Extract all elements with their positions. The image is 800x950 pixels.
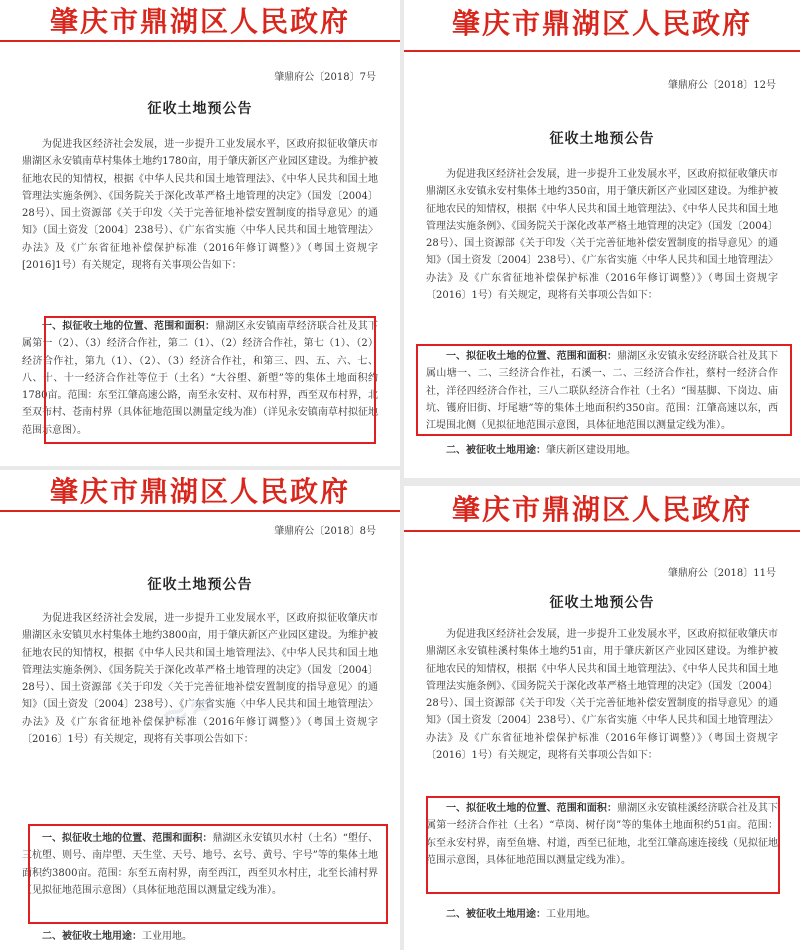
doc-number: 肇鼎府公〔2018〕11号 bbox=[667, 568, 776, 579]
red-rule bbox=[0, 40, 400, 42]
watermark: ≈≈ bbox=[154, 681, 223, 739]
item-1-text: 鼎湖区永安镇贝水村（土名）“塱仔、三杭塱、则号、南岸塱、天生堂、天号、地号、玄号、黄号、宇号”等的集体土地面积约3800亩。范围：东至五南村界，南至西江，西至贝水村庄，北至长浦村界（见拟征地范围示意图）（具体征地范围以测量定线为准）。 bbox=[22, 833, 378, 896]
doc-number: 肇鼎府公〔2018〕8号 bbox=[274, 526, 376, 537]
red-rule bbox=[0, 510, 400, 512]
item-1-text: 鼎湖区永安镇南草经济联合社及其下属第一（2）、（3）经济合作社，第二（1）、（2）经济合作社，第七（1）、（2）经济合作社，第九（1）、（2）、（3）经济合作社，和第三、四、五、六、七、八、十、十一经济合作社等位于（土名）“大谷塱、新塱”等的集体土地面积约1780亩。范围：东至江肇高速公路，南至永安村、双布村界，西至双布村界，北至双布村、苍南村界（具体征地范围以测量定线为准）（详见永安镇南草村拟征地范围示意图）。 bbox=[22, 321, 378, 436]
notice-body: 为促进我区经济社会发展，进一步提升工业发展水平，区政府拟征收肇庆市鼎湖区永安镇贝水村集体土地约3800亩，用于肇庆新区产业园区建设。为维护被征地农民的知情权，根据《中华人民共和国土地管理法》、《中华人民共和国土地管理法实施条例》、《国务院关于深化改革严格土地管理的决定》（国发〔2004〕28号）、国土资源部《关于印发〈关于完善征地补偿安置制度的指导意见〉的通知》（国土资发〔2004〕238号）、《广东省实施〈中华人民共和国土地管理法〉办法》及《广东省征地补偿保护标准（2016年修订调整）》（粤国土资规字〔2016〕1号）有关规定，现将有关事项公告如下： bbox=[22, 613, 378, 746]
item-2-text: 工业用地。 bbox=[546, 909, 596, 920]
item-2-lead: 二、被征收土地用途： bbox=[42, 931, 142, 942]
notice-panel-11 bbox=[404, 486, 800, 950]
gov-header: 肇庆市鼎湖区人民政府 bbox=[49, 475, 350, 508]
highlight-box bbox=[426, 796, 780, 894]
notice-body: 为促进我区经济社会发展，进一步提升工业发展水平，区政府拟征收肇庆市鼎湖区永安镇永安村集体土地约350亩，用于肇庆新区产业园区建设。为维护被征地农民的知情权，根据《中华人民共和国土地管理法》、《中华人民共和国土地管理法实施条例》、《国务院关于深化改革严格土地管理的决定》（国发〔2004〕28号）、国土资源部《关于印发〈关于完善征地补偿安置制度的指导意见〉的通知》（国土资发〔2004〕238号）、《广东省实施〈中华人民共和国土地管理法〉办法》及《广东省征地补偿保护标准（2016年修订调整）》（粤国土资规字〔2016〕1号）有关规定，现将有关事项公告如下： bbox=[426, 169, 778, 302]
item-2-lead: 二、被征收土地用途： bbox=[446, 909, 546, 920]
gov-header: 肇庆市鼎湖区人民政府 bbox=[451, 7, 752, 40]
notice-panel-7 bbox=[0, 0, 400, 466]
doc-number: 肇鼎府公〔2018〕12号 bbox=[667, 80, 776, 91]
item-1-lead: 一、拟征收土地的位置、范围和面积： bbox=[446, 351, 618, 362]
item-2-text: 肇庆新区建设用地。 bbox=[546, 445, 636, 456]
notice-panel-12 bbox=[404, 0, 800, 478]
notice-title: 征收土地预公告 bbox=[549, 595, 655, 611]
highlight-box bbox=[28, 824, 388, 924]
doc-number: 肇鼎府公〔2018〕7号 bbox=[274, 72, 376, 83]
item-1-text: 鼎湖区永安镇桂溪经济联合社及其下属第一经济合作社（土名）“草岗、树仔岗”等的集体土地面积约51亩。范围：东至永安村界，南至鱼塘、村道，西至已征地，北至江肇高速连接线（见拟征地范围示意图，具体征地范围以测量定线为准）。 bbox=[426, 803, 778, 866]
item-1-lead: 一、拟征收土地的位置、范围和面积： bbox=[42, 833, 213, 844]
notice-title: 征收土地预公告 bbox=[147, 577, 253, 593]
red-rule bbox=[404, 50, 800, 52]
highlight-box bbox=[416, 344, 792, 436]
item-2-text: 工业用地。 bbox=[142, 931, 192, 942]
notice-title: 征收土地预公告 bbox=[549, 131, 655, 147]
item-2-lead: 二、被征收土地用途： bbox=[446, 445, 546, 456]
red-rule bbox=[404, 530, 800, 532]
notice-body: 为促进我区经济社会发展，进一步提升工业发展水平，区政府拟征收肇庆市鼎湖区永安镇南草村集体土地约1780亩，用于肇庆新区产业园区建设。为维护被征地农民的知情权，根据《中华人民共和国土地管理法》、《中华人民共和国土地管理法实施条例》、《国务院关于深化改革严格土地管理的决定》（国发〔2004〕28号）、国土资源部《关于印发〈关于完善征地补偿安置制度的指导意见〉的通知》（国土资发〔2004〕238号）、《广东省实施〈中华人民共和国土地管理法〉办法》及《广东省征地补偿保护标准（2016年修订调整）》（粤国土资规字[2016]1号）有关规定，现将有关事项公告如下： bbox=[22, 139, 378, 272]
gov-header: 肇庆市鼎湖区人民政府 bbox=[49, 5, 350, 38]
item-1-lead: 一、拟征收土地的位置、范围和面积： bbox=[446, 803, 618, 814]
notice-body: 为促进我区经济社会发展，进一步提升工业发展水平，区政府拟征收肇庆市鼎湖区永安镇桂溪村集体土地约51亩，用于肇庆新区产业园区建设。为维护被征地农民的知情权，根据《中华人民共和国土地管理法》、《中华人民共和国土地管理法实施条例》、《国务院关于深化改革严格土地管理的决定》（国发〔2004〕28号）、国土资源部《关于印发〈关于完善征地补偿安置制度的指导意见〉的通知》（国土资发〔2004〕238号）、《广东省实施〈中华人民共和国土地管理法〉办法》及《广东省征地补偿保护标准（2016年修订调整）》（粤国土资规字〔2016〕1号）有关规定，现将有关事项公告如下： bbox=[426, 629, 778, 762]
item-2 bbox=[426, 906, 778, 923]
notice-title: 征收土地预公告 bbox=[147, 101, 253, 117]
notice-panel-8 bbox=[0, 470, 400, 950]
gov-header: 肇庆市鼎湖区人民政府 bbox=[451, 493, 752, 526]
item-1-lead: 一、拟征收土地的位置、范围和面积： bbox=[42, 321, 216, 332]
item-1-text: 鼎湖区永安镇永安经济联合社及其下属山塘一、二、三经济合作社，石溪一、二、三经济合作社，蔡村一经济合作社，洋径四经济合作社，三八二联队经济合作社（土名）“围基脚、下岗边、庙坑、镬府旧街、圩尾塘”等的集体土地面积约350亩。范围：江肇高速以东，西江堤围北侧（见拟征地范围示意图，具体征地范围以测量定线为准）。 bbox=[426, 351, 778, 432]
item-2 bbox=[426, 442, 778, 459]
highlight-box bbox=[44, 316, 376, 444]
item-2 bbox=[22, 928, 378, 945]
